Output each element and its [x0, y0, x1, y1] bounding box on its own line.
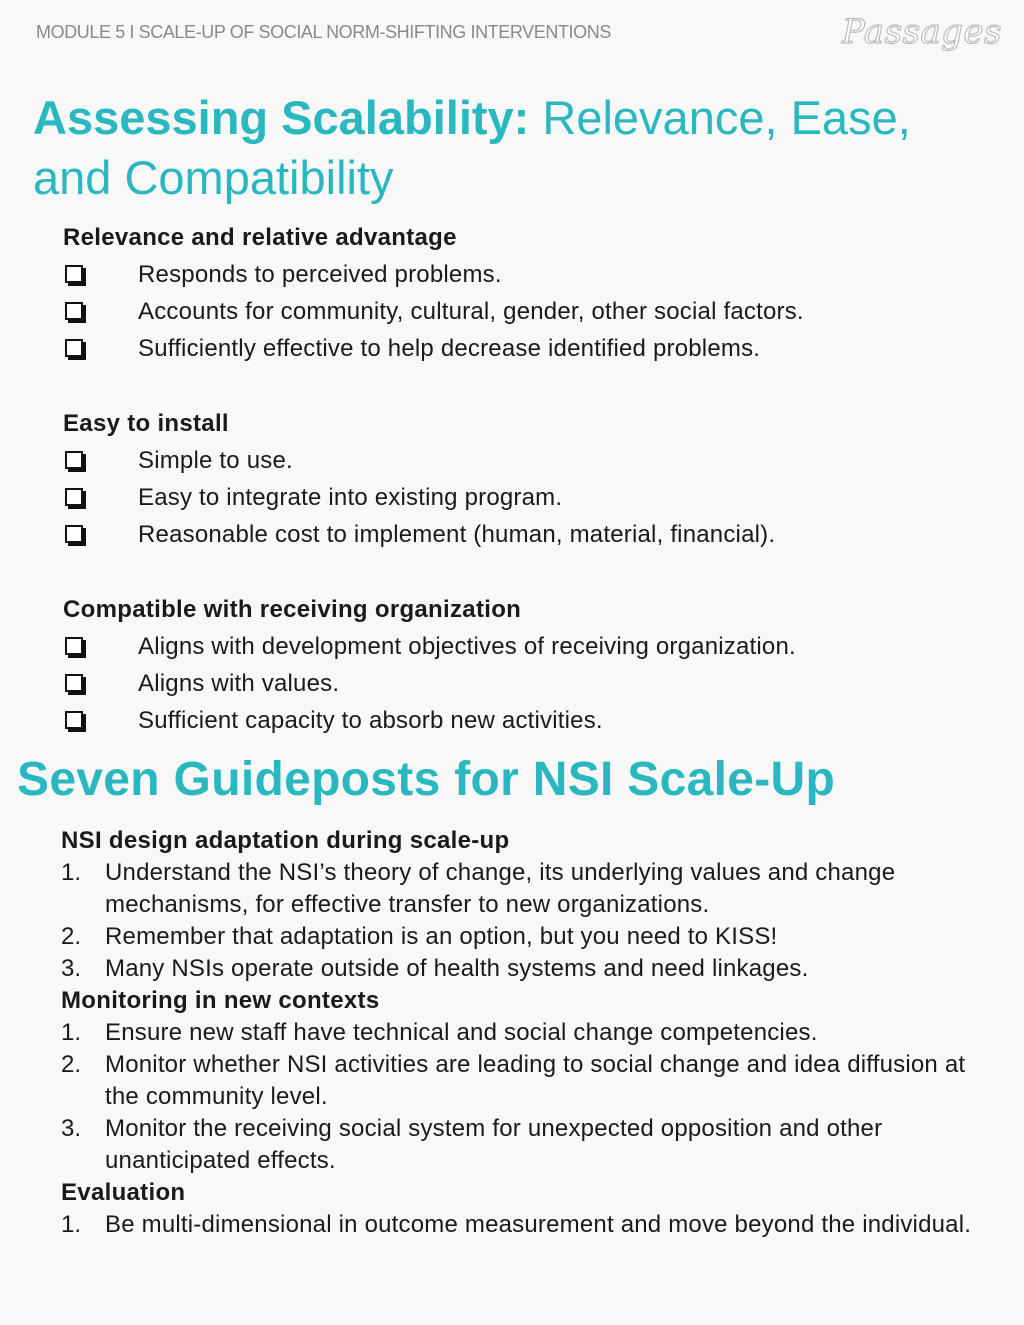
checklist-item: [63, 707, 1003, 744]
checklist-item: [63, 261, 1003, 298]
checkbox[interactable]: [65, 637, 83, 655]
item-number: 1.: [61, 1211, 82, 1238]
numbered-item: [61, 1017, 1001, 1049]
checklist-item-text: Simple to use.: [138, 447, 293, 474]
item-text: Monitor whether NSI activities are leading to social change and idea diffusion at the community level.: [105, 1051, 966, 1110]
numbered-item: [61, 1049, 1001, 1113]
item-number: 2.: [61, 1051, 82, 1078]
checklist-item: [63, 633, 1003, 670]
numbered-item: [61, 953, 1001, 985]
item-text: Ensure new staff have technical and social change competencies.: [105, 1019, 818, 1046]
item-text: Understand the NSI’s theory of change, its underlying values and change mechanisms, for effective transfer to new organizations.: [105, 859, 896, 918]
checkbox[interactable]: [65, 451, 83, 469]
checkbox[interactable]: [65, 339, 83, 357]
checklist-item-text: Accounts for community, cultural, gender, other social factors.: [138, 298, 804, 325]
checklist-item: [63, 670, 1003, 707]
guidepost-heading: Monitoring in new contexts: [61, 987, 380, 1014]
checklist-item: [63, 484, 1003, 521]
item-number: 1.: [61, 859, 82, 886]
module-header: MODULE 5 I SCALE-UP OF SOCIAL NORM-SHIFTING INTERVENTIONS: [36, 22, 611, 42]
item-text: Many NSIs operate outside of health systems and need linkages.: [105, 955, 809, 982]
scalability-title-bold: Assessing Scalability:: [33, 91, 530, 144]
numbered-item: [61, 1113, 1001, 1177]
scalability-title: [33, 88, 993, 208]
checklist-item-text: Sufficient capacity to absorb new activities.: [138, 707, 603, 734]
checklist-item-text: Aligns with development objectives of receiving organization.: [138, 633, 796, 660]
checklist-item: [63, 335, 1003, 372]
guideposts-list: [61, 825, 1001, 1241]
checklist-item: [63, 298, 1003, 335]
numbered-item: [61, 857, 1001, 921]
checklist-item-text: Reasonable cost to implement (human, material, financial).: [138, 521, 776, 548]
checklist-item-text: Sufficiently effective to help decrease identified problems.: [138, 335, 761, 362]
numbered-item: [61, 1209, 1001, 1241]
checkbox[interactable]: [65, 302, 83, 320]
easy-install-section: [63, 410, 1003, 558]
scalability-title-rest: Relevance, Ease, and Compatibility: [33, 91, 911, 204]
checkbox[interactable]: [65, 525, 83, 543]
item-text: Remember that adaptation is an option, but you need to KISS!: [105, 923, 778, 950]
checkbox[interactable]: [65, 265, 83, 283]
item-text: Be multi-dimensional in outcome measurement and move beyond the individual.: [105, 1211, 972, 1238]
compatible-section: [63, 596, 1003, 744]
checklist-item-text: Easy to integrate into existing program.: [138, 484, 563, 511]
item-number: 1.: [61, 1019, 82, 1046]
item-text: Monitor the receiving social system for unexpected opposition and other unanticipated effects.: [105, 1115, 883, 1174]
checkbox[interactable]: [65, 488, 83, 506]
item-number: 3.: [61, 1115, 82, 1142]
checklist-item: [63, 521, 1003, 558]
checkbox[interactable]: [65, 674, 83, 692]
guidepost-heading: Evaluation: [61, 1179, 186, 1206]
passages-logo: Passages: [841, 12, 1002, 52]
checklist-item-text: Responds to perceived problems.: [138, 261, 502, 288]
item-number: 3.: [61, 955, 82, 982]
checkbox[interactable]: [65, 711, 83, 729]
checklist-item: [63, 447, 1003, 484]
relevance-section: [63, 224, 1003, 372]
checklist-item-text: Aligns with values.: [138, 670, 340, 697]
section-heading: Compatible with receiving organization: [63, 596, 522, 623]
guidepost-heading: NSI design adaptation during scale-up: [61, 827, 510, 854]
item-number: 2.: [61, 923, 82, 950]
section-heading: Relevance and relative advantage: [63, 224, 457, 251]
numbered-item: [61, 921, 1001, 953]
section-heading: Easy to install: [63, 410, 229, 437]
guideposts-title: Seven Guideposts for NSI Scale-Up: [17, 753, 836, 806]
